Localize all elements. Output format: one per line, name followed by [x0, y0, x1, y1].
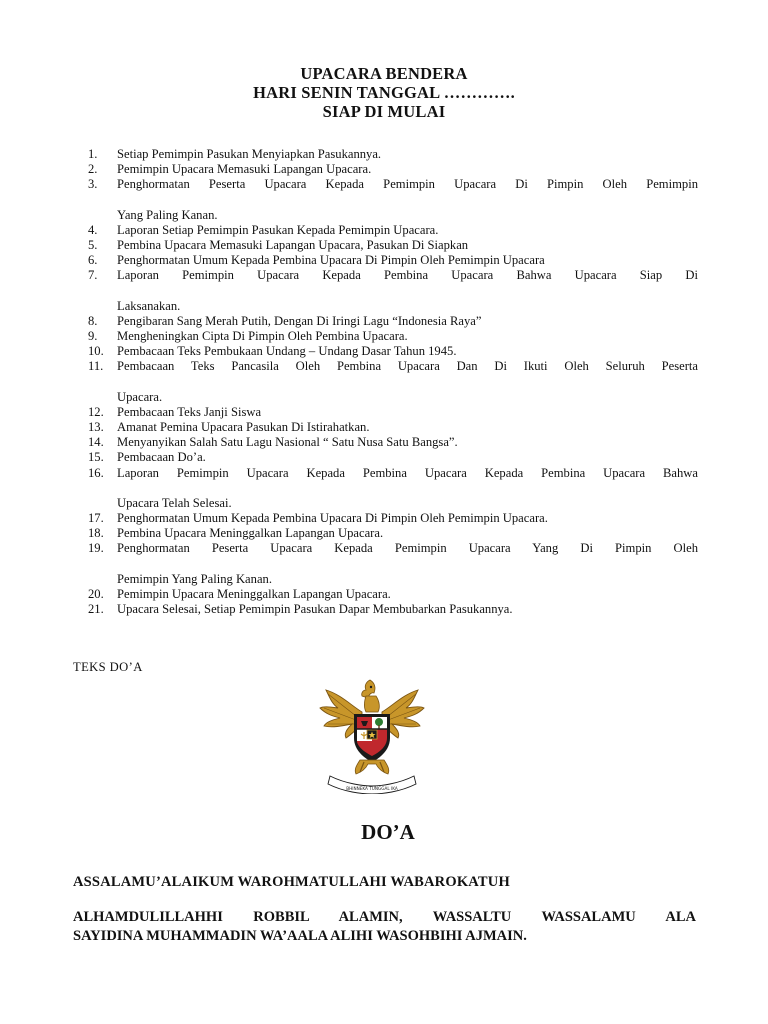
doa-pujian-paragraph: [73, 908, 696, 945]
list-item-number: 18.: [88, 526, 104, 541]
list-item: [88, 420, 698, 435]
ceremony-steps-list: [88, 147, 698, 617]
list-item-text: Pembina Upacara Memasuki Lapangan Upacara, Pasukan Di Siapkan: [117, 238, 469, 253]
list-item-text: Menyanyikan Salah Satu Lagu Nasional “ Satu Nusa Satu Bangsa”.: [117, 435, 458, 450]
list-item-continuation: Yang Paling Kanan.: [117, 207, 218, 222]
list-item-text: Penghormatan Umum Kepada Pembina Upacara Di Pimpin Oleh Pemimpin Upacara: [117, 253, 545, 268]
list-item-number: 6.: [88, 253, 98, 268]
list-item-number: 14.: [88, 435, 104, 450]
list-item: [88, 147, 698, 162]
motto-text: BHINNEKA TUNGGAL IKA: [346, 786, 398, 791]
list-item: [88, 405, 698, 420]
list-item-text: Pengibaran Sang Merah Putih, Dengan Di Iringi Lagu “Indonesia Raya”: [117, 313, 482, 328]
document-header: [0, 64, 768, 121]
doa-title: DO’A: [361, 820, 415, 844]
list-item-number: 8.: [88, 313, 98, 328]
list-item-continuation: Pemimpin Yang Paling Kanan.: [117, 571, 272, 586]
list-item-continuation: Upacara.: [117, 389, 163, 404]
list-item-text: Laporan Pemimpin Upacara Kepada Pembina Upacara Kepada Pembina Upacara Bahwa: [117, 465, 698, 480]
header-date-line: HARI SENIN TANGGAL ………….: [253, 83, 515, 102]
list-item-number: 10.: [88, 344, 104, 359]
teks-doa-label: TEKS DO’A: [73, 660, 143, 674]
list-item: [88, 223, 698, 238]
list-item: [88, 253, 698, 268]
list-item: [88, 466, 698, 511]
list-item-number: 3.: [88, 177, 98, 192]
list-item-text: Pemimpin Upacara Meninggalkan Lapangan Upacara.: [117, 586, 391, 601]
list-item: [88, 344, 698, 359]
list-item-number: 17.: [88, 511, 104, 526]
list-item: [88, 314, 698, 329]
list-item-text: Laporan Pemimpin Upacara Kepada Pembina Upacara Bahwa Upacara Siap Di: [117, 268, 698, 283]
list-item-number: 4.: [88, 222, 98, 237]
list-item-text: Pemimpin Upacara Memasuki Lapangan Upacara.: [117, 162, 372, 177]
header-title: UPACARA BENDERA: [300, 64, 468, 83]
list-item-number: 5.: [88, 238, 98, 253]
list-item: [88, 435, 698, 450]
list-item-number: 15.: [88, 450, 104, 465]
list-item-text: Laporan Setiap Pemimpin Pasukan Kepada Pemimpin Upacara.: [117, 222, 439, 237]
doa-pujian-line-1: ALHAMDULILLAHHI ROBBIL ALAMIN, WASSALTU WASSALAMU ALA: [73, 909, 696, 925]
list-item-text: Pembacaan Teks Pembukaan Undang – Undang Dasar Tahun 1945.: [117, 344, 457, 359]
list-item-number: 1.: [88, 147, 98, 161]
list-item: [88, 587, 698, 602]
doa-pujian-line-2: SAYIDINA MUHAMMADIN WA’AALA ALIHI WASOHBIHI AJMAIN.: [73, 927, 527, 944]
list-item: [88, 329, 698, 344]
list-item-number: 19.: [88, 541, 104, 556]
list-item-text: Pembacaan Teks Janji Siswa: [117, 404, 262, 419]
doa-salam: ASSALAMU’ALAIKUM WAROHMATULLAHI WABAROKATUH: [73, 874, 510, 890]
list-item-text: Penghormatan Peserta Upacara Kepada Pemimpin Upacara Yang Di Pimpin Oleh: [117, 541, 698, 556]
header-subtitle: SIAP DI MULAI: [322, 102, 446, 121]
list-item-continuation: Laksanakan.: [117, 298, 181, 313]
list-item-number: 11.: [88, 359, 104, 374]
list-item-text: Penghormatan Peserta Upacara Kepada Pemimpin Upacara Di Pimpin Oleh Pemimpin: [117, 177, 698, 192]
list-item-text: Pembina Upacara Meninggalkan Lapangan Upacara.: [117, 526, 384, 541]
garuda-pancasila-emblem-icon: [316, 676, 428, 794]
list-item: [88, 359, 698, 404]
list-item-text: Pembacaan Teks Pancasila Oleh Pembina Upacara Dan Di Ikuti Oleh Seluruh Peserta: [117, 359, 698, 374]
list-item-number: 9.: [88, 329, 98, 344]
list-item-number: 16.: [88, 465, 104, 480]
list-item-number: 7.: [88, 268, 98, 283]
list-item-number: 20.: [88, 586, 104, 601]
list-item-text: Upacara Selesai, Setiap Pemimpin Pasukan Dapar Membubarkan Pasukannya.: [117, 602, 513, 617]
list-item-text: Mengheningkan Cipta Di Pimpin Oleh Pembina Upacara.: [117, 329, 408, 344]
list-item-number: 21.: [88, 602, 104, 617]
list-item-text: Pembacaan Do’a.: [117, 450, 206, 465]
list-item: [88, 238, 698, 253]
list-item: [88, 450, 698, 465]
list-item-number: 2.: [88, 162, 98, 177]
list-item-text: Setiap Pemimpin Pasukan Menyiapkan Pasukannya.: [117, 147, 382, 161]
list-item-number: 13.: [88, 420, 104, 435]
list-item: [88, 162, 698, 177]
list-item: [88, 526, 698, 541]
list-item: [88, 511, 698, 526]
list-item-text: Amanat Pemina Upacara Pasukan Di Istirahatkan.: [117, 420, 370, 435]
list-item: [88, 541, 698, 586]
list-item: [88, 268, 698, 313]
list-item-continuation: Upacara Telah Selesai.: [117, 495, 232, 510]
list-item-number: 12.: [88, 404, 104, 419]
list-item: [88, 602, 698, 617]
list-item: [88, 177, 698, 222]
list-item-text: Penghormatan Umum Kepada Pembina Upacara Di Pimpin Oleh Pemimpin Upacara.: [117, 511, 548, 526]
